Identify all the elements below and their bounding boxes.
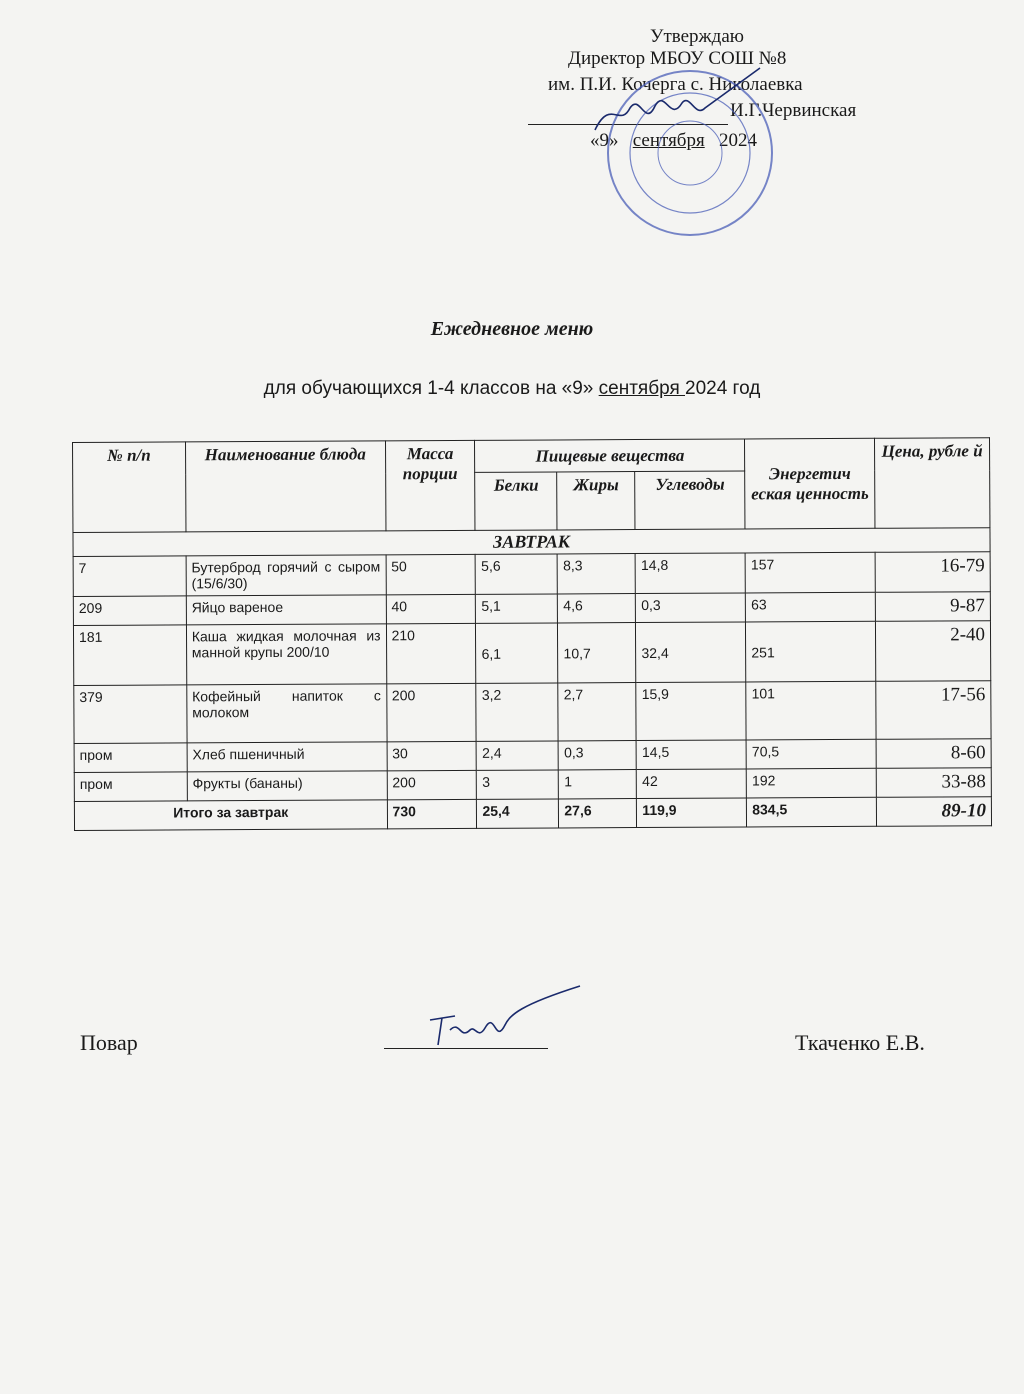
- cook-role: Повар: [80, 1030, 138, 1055]
- cell-energy: 101: [746, 681, 876, 740]
- menu-table: [72, 437, 992, 831]
- cell-protein: 3: [477, 770, 559, 799]
- cell-mass: 200: [387, 770, 477, 799]
- cell-energy: 70,5: [746, 739, 876, 769]
- cell-energy: 251: [746, 621, 876, 682]
- cell-price: 9-87: [875, 592, 990, 622]
- cell-mass: 50: [386, 554, 476, 594]
- total-energy: 834,5: [747, 797, 877, 827]
- subtitle-suffix: 2024 год: [685, 378, 761, 399]
- approval-position: Директор МБОУ СОШ №8: [568, 48, 787, 69]
- cell-carbs: 14,5: [636, 740, 746, 770]
- cell-num: 209: [73, 596, 186, 626]
- cell-name: Бутерброд горячий с сыром (15/6/30): [186, 555, 386, 596]
- header-price: Цена, рубле й: [875, 438, 990, 529]
- cell-mass: 210: [386, 623, 476, 683]
- table-row: [74, 681, 991, 744]
- total-protein: 25,4: [477, 799, 559, 828]
- cell-protein: 6,1: [476, 623, 558, 683]
- approval-heading: Утверждаю: [650, 26, 744, 47]
- cook-signature: [410, 980, 590, 1050]
- date-day: «9»: [590, 130, 619, 151]
- cell-fat: 8,3: [557, 554, 635, 594]
- subtitle-prefix: для обучающихся 1-4 классов на «9»: [263, 378, 599, 399]
- total-price: 89-10: [877, 797, 992, 827]
- cell-num: 379: [74, 685, 187, 744]
- cell-protein: 3,2: [476, 683, 558, 741]
- cell-energy: 157: [745, 552, 875, 593]
- cell-name: Яйцо вареное: [186, 595, 386, 625]
- cell-num: пром: [74, 743, 187, 773]
- approval-signer: И.Г.Червинская: [730, 100, 857, 121]
- cell-fat: 1: [559, 770, 637, 799]
- cell-protein: 5,6: [476, 554, 558, 594]
- director-signature: [595, 68, 760, 130]
- cell-energy: 192: [746, 768, 876, 798]
- table-row: [73, 621, 990, 686]
- table-row: [73, 552, 990, 597]
- document-subtitle: [0, 378, 1024, 400]
- total-mass: 730: [387, 799, 477, 828]
- date-month: сентября: [632, 130, 705, 151]
- section-breakfast: ЗАВТРАК: [73, 528, 990, 557]
- school-stamp: [590, 58, 790, 238]
- header-energy: Энергетич еская ценность: [745, 438, 875, 529]
- cell-fat: 10,7: [558, 623, 636, 683]
- header-carbs: Углеводы: [635, 471, 745, 530]
- total-carbs: 119,9: [637, 798, 747, 828]
- cell-energy: 63: [746, 592, 876, 622]
- header-fat: Жиры: [557, 472, 635, 530]
- cell-name: Кофейный напиток с молоком: [187, 684, 387, 743]
- cell-mass: 30: [387, 741, 477, 770]
- cook-name: Ткаченко Е.В.: [795, 1030, 925, 1055]
- cell-price: 33-88: [876, 768, 991, 798]
- total-label: Итого за завтрак: [74, 800, 387, 831]
- cell-mass: 40: [386, 594, 476, 623]
- cell-name: Хлеб пшеничный: [187, 742, 387, 772]
- cell-fat: 4,6: [558, 594, 636, 623]
- cell-protein: 2,4: [477, 741, 559, 770]
- header-protein: Белки: [475, 472, 557, 530]
- header-nutrients: Пищевые вещества: [475, 439, 745, 472]
- header-num: № п/п: [73, 442, 186, 533]
- cell-carbs: 42: [637, 769, 747, 799]
- cell-carbs: 32,4: [636, 622, 746, 683]
- cell-carbs: 15,9: [636, 682, 746, 741]
- document-title: Ежедневное меню: [430, 318, 594, 340]
- cell-mass: 200: [386, 683, 476, 741]
- cell-protein: 5,1: [476, 594, 558, 623]
- cell-carbs: 14,8: [635, 553, 745, 594]
- total-row: [74, 797, 991, 831]
- cell-price: 17-56: [876, 681, 991, 740]
- approval-school: им. П.И. Кочерга с. Николаевка: [548, 74, 803, 95]
- cell-num: пром: [74, 772, 187, 802]
- cell-price: 2-40: [876, 621, 991, 682]
- cell-fat: 0,3: [558, 741, 636, 770]
- subtitle-month: сентября: [598, 378, 686, 399]
- cell-num: 7: [73, 556, 186, 597]
- cell-name: Каша жидкая молочная из манной крупы 200/10: [186, 624, 386, 685]
- cell-carbs: 0,3: [636, 593, 746, 623]
- cell-fat: 2,7: [558, 683, 636, 741]
- date-year: 2024: [718, 130, 757, 151]
- cell-price: 16-79: [875, 552, 990, 593]
- cell-num: 181: [73, 625, 186, 686]
- cell-price: 8-60: [876, 739, 991, 769]
- header-name: Наименование блюда: [185, 441, 385, 532]
- total-fat: 27,6: [559, 799, 637, 828]
- cell-name: Фрукты (бананы): [187, 771, 387, 801]
- header-mass: Масса порции: [385, 440, 475, 530]
